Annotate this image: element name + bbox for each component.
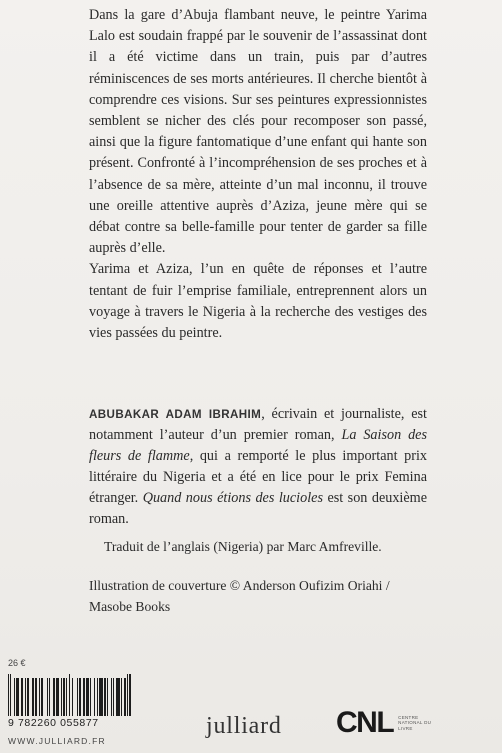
book-title: Quand nous étions des lucioles: [142, 490, 323, 506]
author-name: ABUBAKAR ADAM IBRAHIM: [89, 408, 262, 421]
cnl-letters: CNL: [336, 706, 394, 739]
bio-text-1: , écrivain et journaliste, est notamment l’auteur d’un premier roman,: [89, 406, 427, 443]
price-label: 26 €: [8, 658, 26, 668]
barcode-bars: [8, 678, 132, 716]
isbn-number: 9 782260 055877: [8, 717, 99, 729]
illustration-credit: Illustration de couverture © Anderson Oufizim Oriahi / Masobe Books: [89, 578, 390, 614]
cnl-subtitle: CENTRE NATIONAL DU LIVRE: [398, 714, 432, 731]
bio-text-3: est son deuxième roman.: [89, 490, 428, 527]
summary-paragraph-1: Dans la gare d’Abuja flambant neuve, le peintre Yarima Lalo est soudain frappé par le souvenir de l’assassinat dont il a été victime dans un train, puis par d’autres réminiscences de ses morts antérieures. Il cherche bientôt à comprendre ces visions. Sur ses peintures expressionnistes semblent se nicher des clés pour recomposer son passé, ainsi que la figure fantomatique d’une enfant qui hante son présent. Confronté à l’incompréhension de ses proches et à l’absence de sa mère, atteinte d’un mal inconnu, il trouve une oreille attentive auprès d’Aziza, jeune mère qui se débat contre sa belle-famille pour tenter de garder sa fille auprès d’elle.: [89, 7, 427, 257]
publisher-logo: julliard: [206, 713, 282, 739]
publisher-website: WWW.JULLIARD.FR: [8, 736, 106, 746]
summary-paragraph-2: Yarima et Aziza, l’un en quête de réponses et l’autre tentant de fuir l’emprise familiale, entreprennent alors un voyage à travers le Nigeria à la recherche des vestiges des vies passées du peintre.: [89, 261, 427, 342]
barcode-bar: [129, 674, 131, 716]
author-bio: [89, 404, 427, 530]
bio-text-2: , qui a remporté le plus important prix littéraire du Nigeria et a été en lice pour le prix Femina étranger.: [89, 448, 427, 506]
first-novel-title: La Saison des fleurs de flamme: [89, 427, 428, 464]
translation-credit: Traduit de l’anglais (Nigeria) par Marc Amfreville.: [104, 539, 382, 554]
book-summary: [89, 5, 427, 344]
barcode: [8, 678, 132, 738]
cnl-logo: [336, 708, 440, 738]
